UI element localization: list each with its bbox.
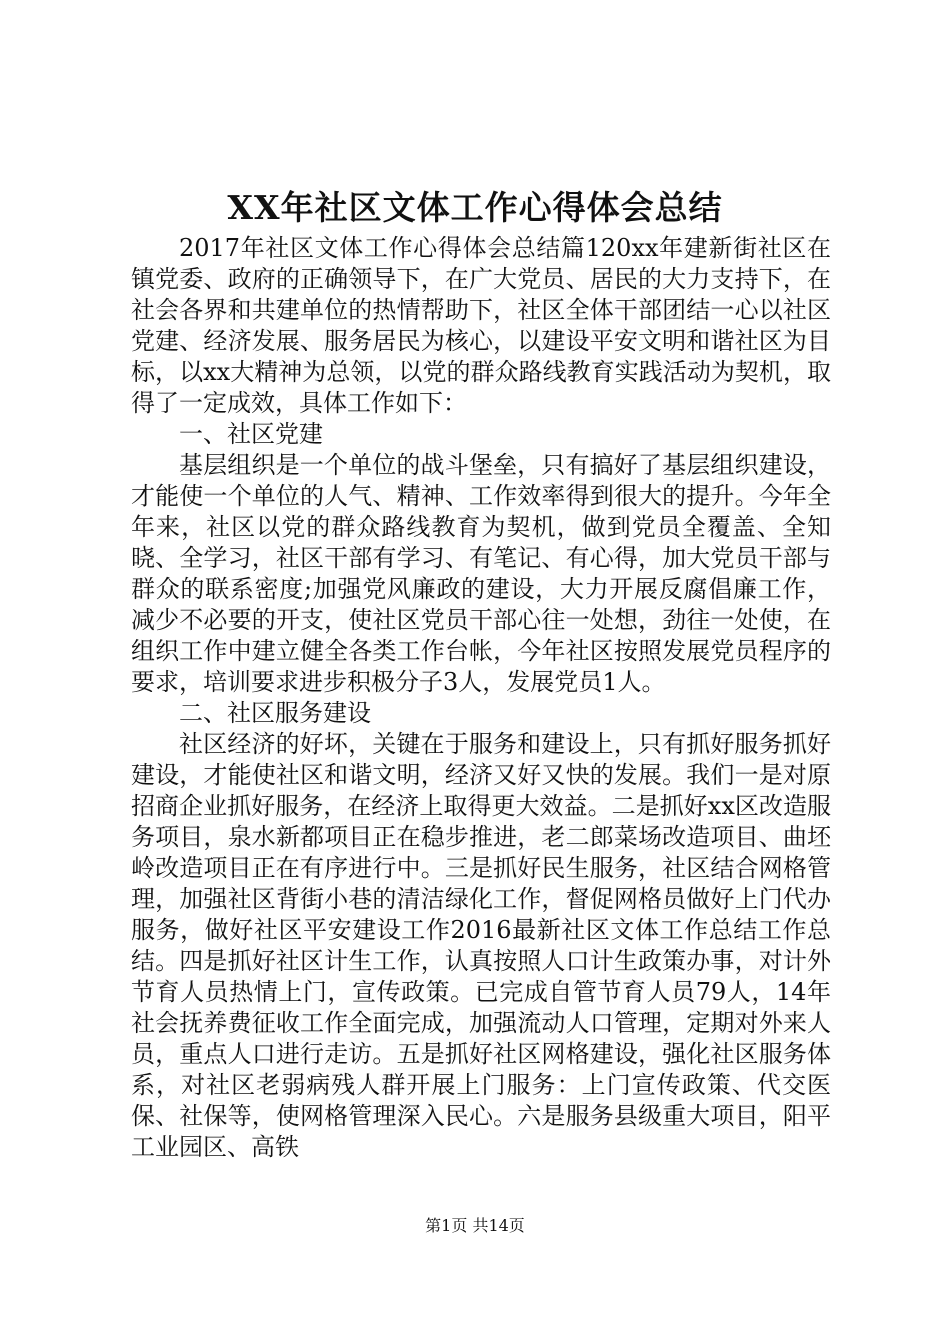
intro-paragraph: 2017年社区文体工作心得体会总结篇120xx年建新街社区在镇党委、政府的正确领导下，在广大党员、居民的大力支持下，在社会各界和共建单位的热情帮助下，社区全体干部团结一心以社区党建、经济发展、服务居民为核心，以建设平安文明和谐社区为目标，以xx大精神为总领，以党的群众路线教育实践活动为契机，取得了一定成效，具体工作如下： <box>131 234 831 417</box>
section-heading-party-building: 一、社区党建 <box>179 420 323 448</box>
service-building-paragraph: 社区经济的好坏，关键在于服务和建设上，只有抓好服务抓好建设，才能使社区和谐文明，经济又好又快的发展。我们一是对原招商企业抓好服务，在经济上取得更大效益。二是抓好xx区改造服务项目，泉水新都项目正在稳步推进，老二郎菜场改造项目、曲坯岭改造项目正在有序进行中。三是抓好民生服务，社区结合网格管理，加强社区背街小巷的清洁绿化工作，督促网格员做好上门代办服务，做好社区平安建设工作2016最新社区文体工作总结工作总结。四是抓好社区计生工作，认真按照人口计生政策办事，对计外节育人员热情上门，宣传政策。已完成自管节育人员79人，14年社会抚养费征收工作全面完成，加强流动人口管理，定期对外来人员，重点人口进行走访。五是抓好社区网格建设，强化社区服务体系，对社区老弱病残人群开展上门服务：上门宣传政策、代交医保、社保等，使网格管理深入民心。六是服务县级重大项目，阳平工业园区、高铁 <box>131 730 831 1161</box>
document-body <box>131 233 831 1163</box>
party-building-paragraph: 基层组织是一个单位的战斗堡垒，只有搞好了基层组织建设，才能使一个单位的人气、精神、工作效率得到很大的提升。今年全年来，社区以党的群众路线教育为契机，做到党员全覆盖、全知晓、全学习，社区干部有学习、有笔记、有心得，加大党员干部与群众的联系密度;加强党风廉政的建设，大力开展反腐倡廉工作，减少不必要的开支，使社区党员干部心往一处想，劲往一处使，在组织工作中建立健全各类工作台帐，今年社区按照发展党员程序的要求，培训要求进步积极分子3人，发展党员1人。 <box>131 451 831 696</box>
document-title: XX年社区文体工作心得体会总结 <box>227 188 723 227</box>
page-number-footer: 第1页 共14页 <box>425 1216 525 1235</box>
section-heading-service-building: 二、社区服务建设 <box>179 699 371 727</box>
